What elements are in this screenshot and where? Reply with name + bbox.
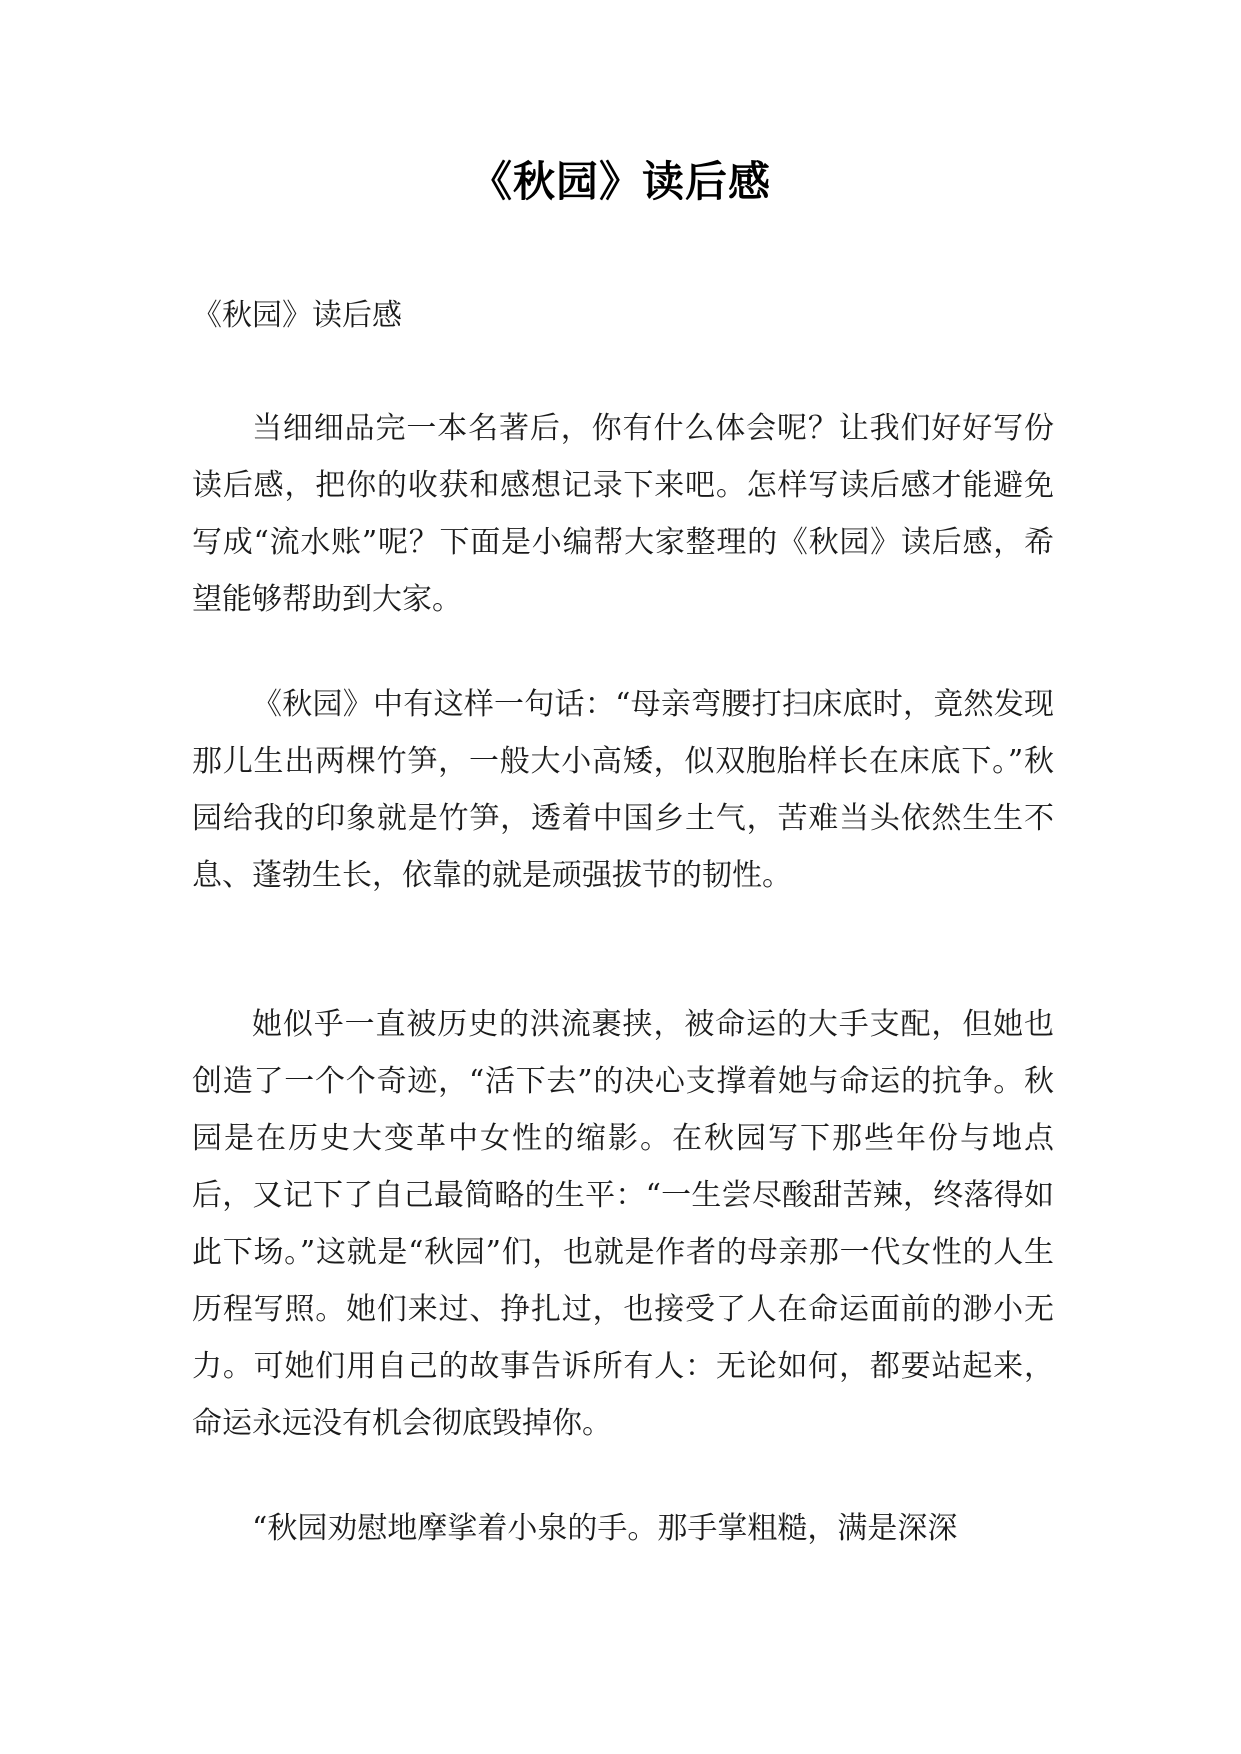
body-paragraph: 《秋园》中有这样一句话：“母亲弯腰打扫床底时，竟然发现那儿生出两棵竹笋，一般大小高矮，似双胞胎样长在床底下。”秋园给我的印象就是竹笋，透着中国乡土气，苦难当头依然生生不息、蓬勃生长，依靠的就是顽强拔节的韧性。 — [192, 687, 1054, 893]
document-subtitle: 《秋园》读后感 — [192, 298, 402, 333]
document-title: 《秋园》读后感 — [469, 157, 771, 206]
body-paragraph: “秋园劝慰地摩挲着小泉的手。那手掌粗糙，满是深深 — [252, 1511, 958, 1546]
intro-paragraph: 当细细品完一本名著后，你有什么体会呢？让我们好好写份读后感，把你的收获和感想记录下来吧。怎样写读后感才能避免写成“流水账”呢？下面是小编帮大家整理的《秋园》读后感，希望能够帮助到大家。 — [192, 411, 1054, 617]
body-paragraph: 她似乎一直被历史的洪流裹挟，被命运的大手支配，但她也创造了一个个奇迹，“活下去”的决心支撑着她与命运的抗争。秋园是在历史大变革中女性的缩影。在秋园写下那些年份与地点后，又记下了自己最简略的生平：“一生尝尽酸甜苦辣，终落得如此下场。”这就是“秋园”们，也就是作者的母亲那一代女性的人生历程写照。她们来过、挣扎过，也接受了人在命运面前的渺小无力。可她们用自己的故事告诉所有人：无论如何，都要站起来，命运永远没有机会彻底毁掉你。 — [192, 1007, 1054, 1441]
